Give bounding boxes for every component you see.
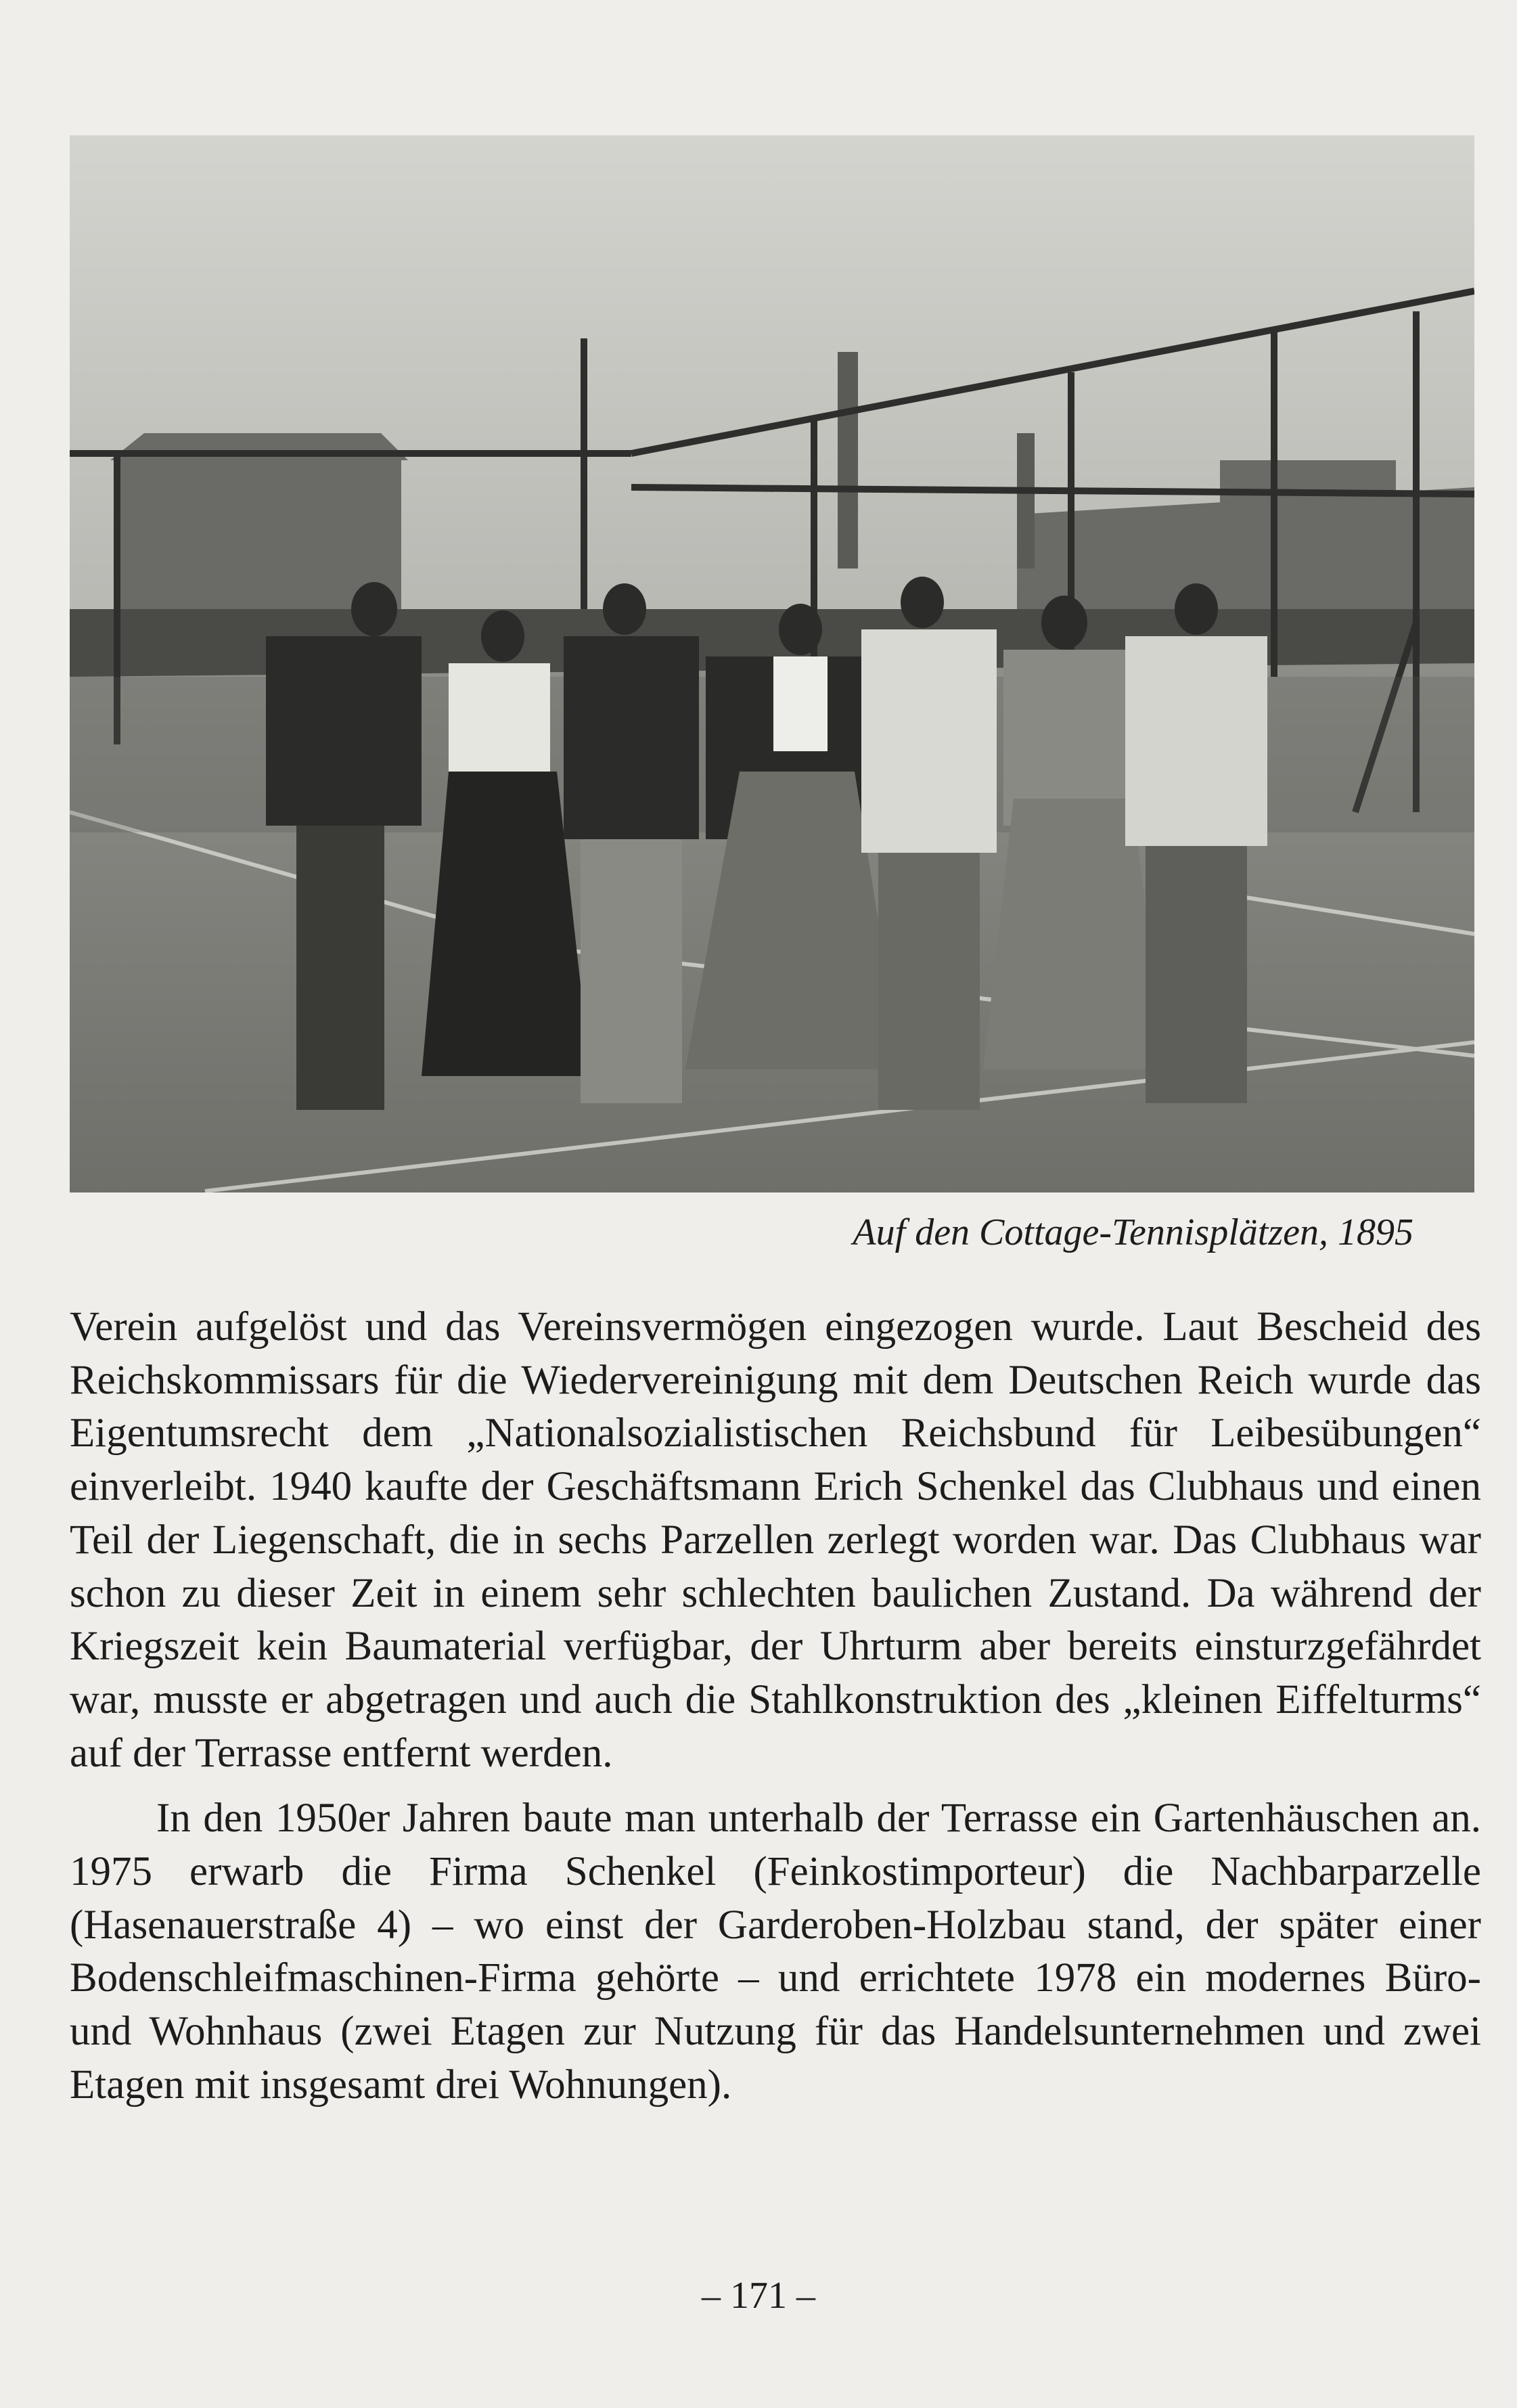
body-text	[70, 1301, 1481, 2112]
paragraph-2: In den 1950er Jahren baute man unterhalb der Terrasse ein Gartenhäuschen an. 1975 erwarb die Firma Schenkel (Feinkostimporteur) die Nachbarparzelle (Hasenauerstraße 4) – wo einst der Garderoben-Holzbau stand, der später einer Bodenschleifmaschinen-Firma gehörte – und errichtete 1978 ein modernes Büro- und Wohnhaus (zwei Etagen zur Nutzung für das Handelsunternehmen und zwei Etagen mit insgesamt drei Wohnungen).	[70, 1796, 1481, 2108]
paragraph-1: Verein aufgelöst und das Vereinsvermögen eingezogen wurde. Laut Bescheid des Reichskommissars für die Wiedervereinigung mit dem Deutschen Reich wurde das Eigentumsrecht dem „Nationalsozialistischen Reichsbund für Leibesübungen“ einverleibt. 1940 kaufte der Geschäftsmann Erich Schenkel das Clubhaus und einen Teil der Liegenschaft, die in sechs Parzellen zerlegt worden war. Das Clubhaus war schon zu dieser Zeit in einem sehr schlechten baulichen Zustand. Da während der Kriegszeit kein Baumaterial verfügbar, der Uhrturm aber bereits einsturzgefährdet war, musste er abgetragen und auch die Stahlkonstruktion des „kleinen Eiffelturms“ auf der Terrasse entfernt werden.	[70, 1304, 1481, 1776]
page-number: – 171 –	[702, 2275, 815, 2317]
historic-tennis-photo	[70, 135, 1474, 1192]
photo-illustration	[70, 135, 1474, 1192]
photo-caption: Auf den Cottage-Tennisplätzen, 1895	[853, 1211, 1413, 1253]
